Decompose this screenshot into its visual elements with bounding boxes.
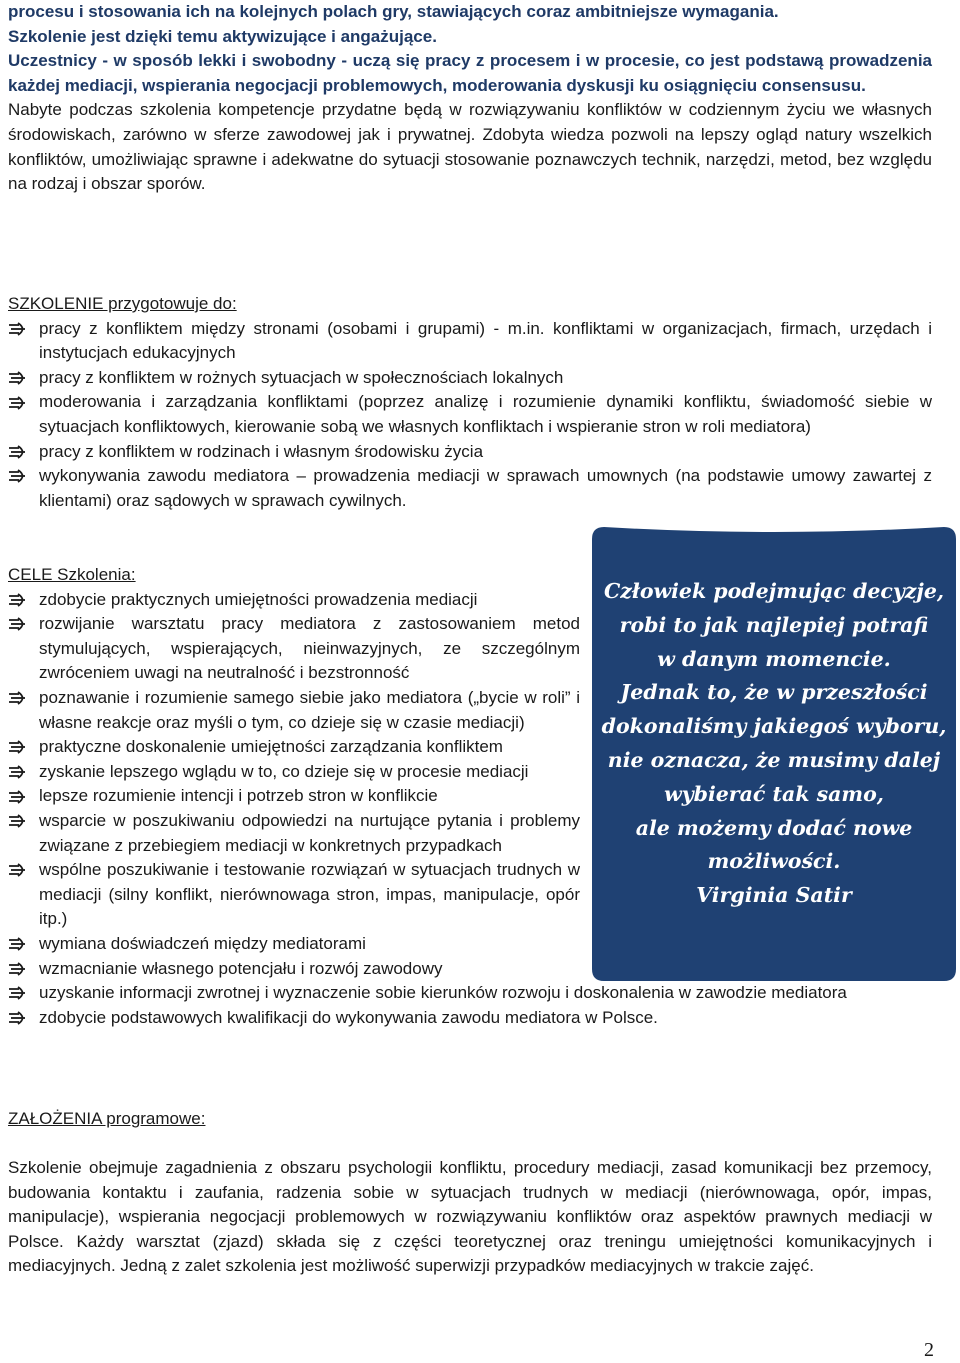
list-item <box>8 464 932 513</box>
list-item-text: lepsze rozumienie intencji i potrzeb stron w konflikcie <box>39 786 438 806</box>
arrow-bullet-icon <box>8 932 30 957</box>
arrow-bullet-icon <box>8 464 30 489</box>
arrow-bullet-icon <box>8 858 30 883</box>
zalozenia-paragraph: Szkolenie obejmuje zagadnienia z obszaru psychologii konfliktu, procedury mediacji, zasad komunikacji bez przemocy, budowania kontaktu i zaufania, radzenia sobie w sytuacjach trudnych w mediacji (nierównowaga, opór, impas, manipulacje), wspierania negocjacji problemowych w rozwiązywaniu konfliktów oraz aspektów prawnych mediacji w Polsce. Każdy warsztat (zjazd) składa się z części teoretycznej oraz treningu umiejętności komunikacyjnych i mediacyjnych. Jedną z zalet szkolenia jest możliwość superwizji przypadków mediacyjnych w trakcie zajęć. <box>8 1158 932 1276</box>
list-item-text: uzyskanie informacji zwrotnej i wyznaczenie sobie kierunków rozwoju i doskonalenia w zawodzie mediatora <box>39 983 847 1003</box>
list-item-text: rozwijanie warsztatu pracy mediatora z zastosowaniem metod stymulujących, wspierających, nieinwazyjnych, ze szczególnym zwróceniem uwagi na neutralność i bezstronność <box>39 614 580 683</box>
intro-bold-line: Szkolenie jest dzięki temu aktywizujące i angażujące. <box>8 26 437 46</box>
szkolenie-heading: SZKOLENIE przygotowuje do: <box>8 294 237 313</box>
list-item-text: zdobycie podstawowych kwalifikacji do wykonywania zawodu mediatora w Polsce. <box>39 1007 658 1027</box>
arrow-bullet-icon <box>8 588 30 613</box>
arrow-bullet-icon <box>8 809 30 834</box>
list-item <box>8 686 580 735</box>
list-item <box>8 760 580 785</box>
list-item-text: moderowania i zarządzania konfliktami (poprzez analizę i rozumienie dynamiki konfliktu, świadomość siebie w sytuacjach konfliktowych, kierowanie sobą we własnych konfliktach i wspieranie stron w roli mediatora) <box>39 392 932 436</box>
list-item <box>8 735 580 760</box>
list-item-text: pracy z konfliktem w rożnych sytuacjach w społecznościach lokalnych <box>39 367 564 387</box>
list-item <box>8 932 580 957</box>
list-item-text: pracy z konfliktem między stronami (osobami i grupami) - m.in. konfliktami w organizacjach, firmach, urzędach i instytucjach edukacyjnych <box>39 318 932 363</box>
quote-line: w danym momencie. <box>657 646 891 671</box>
list-item-text: wymiana doświadczeń między mediatorami <box>39 933 366 953</box>
quote-line: możliwości. <box>707 849 841 874</box>
arrow-bullet-icon <box>8 957 30 982</box>
list-item <box>8 981 932 1006</box>
list-item <box>8 440 932 465</box>
list-item-text: wspólne poszukiwanie i testowanie rozwiązań w sytuacjach trudnych w mediacji (silny konflikt, nierównowaga stron, impas, manipulacje, opór itp.) <box>39 860 580 929</box>
quote-line: ale możemy dodać nowe <box>635 815 913 840</box>
quote-text <box>600 575 948 913</box>
arrow-bullet-icon <box>8 317 30 342</box>
arrow-bullet-icon <box>8 735 30 760</box>
szkolenie-section <box>8 292 932 513</box>
arrow-bullet-icon <box>8 760 30 785</box>
arrow-bullet-icon <box>8 612 30 637</box>
arrow-bullet-icon <box>8 390 30 415</box>
quote-line: Człowiek podejmując decyzje, <box>603 579 945 603</box>
arrow-bullet-icon <box>8 366 30 391</box>
list-item-text: wzmacnianie własnego potencjału i rozwój zawodowy <box>39 958 443 978</box>
quote-line: dokonaliśmy jakiegoś wyboru, <box>601 714 947 739</box>
list-item <box>8 588 580 613</box>
arrow-bullet-icon <box>8 981 30 1006</box>
list-item-text: poznawanie i rozumienie samego siebie jako mediatora („bycie w roli” i własne reakcje oraz myśli o tym, co dzieje się w czasie mediacji) <box>39 687 580 732</box>
arrow-bullet-icon <box>8 440 30 465</box>
quote-line: robi to jak najlepiej potrafi <box>619 612 929 637</box>
list-item-text: wsparcie w poszukiwaniu odpowiedzi na nurtujące pytania i problemy związane z przebiegiem mediacji w konkretnych przypadkach <box>39 810 580 855</box>
list-item <box>8 1006 932 1031</box>
list-item-text: zdobycie praktycznych umiejętności prowadzenia mediacji <box>39 589 478 609</box>
quote-line: Jednak to, że w przeszłości <box>620 680 928 705</box>
szkolenie-list <box>8 317 932 514</box>
list-item-text: wykonywania zawodu mediatora – prowadzenia mediacji w sprawach umownych (na podstawie umowy zawartej z klientami) oraz sądowych w sprawach cywilnych. <box>39 466 932 510</box>
arrow-bullet-icon <box>8 1006 30 1031</box>
page-number: 2 <box>924 1339 934 1361</box>
zalozenia-body <box>8 1156 932 1279</box>
list-item <box>8 784 580 809</box>
quote-callout <box>590 525 958 983</box>
arrow-bullet-icon <box>8 686 30 711</box>
quote-line: wybierać tak samo, <box>664 781 884 806</box>
intro-bold-line: procesu i stosowania ich na kolejnych polach gry, stawiających coraz ambitniejsze wymagania. <box>8 2 779 21</box>
list-item <box>8 957 580 982</box>
quote-line: nie oznacza, że musimy dalej <box>607 747 941 772</box>
zalozenia-section <box>8 1107 932 1132</box>
list-item <box>8 390 932 439</box>
list-item-text: pracy z konfliktem w rodzinach i własnym środowisku życia <box>39 441 484 461</box>
intro-bold-block <box>8 0 932 98</box>
quote-author: Virginia Satir <box>696 883 852 908</box>
list-item <box>8 809 580 858</box>
intro-bold-line: Uczestnicy - w sposób lekki i swobodny - uczą się pracy z procesem i w procesie, co jest podstawą prowadzenia każdej mediacji, wspierania negocjacji problemowych, moderowania dyskusji ku osiągnięciu consensusu. <box>8 51 932 95</box>
list-item <box>8 612 580 686</box>
intro-paragraph: Nabyte podczas szkolenia kompetencje przydatne będą w rozwiązywaniu konfliktów w codziennym życiu we własnych środowiskach, zarówno w sferze zawodowej jak i prywatnej. Zdobyta wiedza pozwoli na lepszy ogląd natury wszelkich konfliktów, umożliwiając sprawne i adekwatne do sytuacji stosowanie poznawczych technik, narzędzi, metod, bez względu na rodzaj i obszar sporów. <box>8 100 932 194</box>
cele-heading: CELE Szkolenia: <box>8 565 136 584</box>
list-item <box>8 858 580 932</box>
list-item <box>8 317 932 366</box>
list-item <box>8 366 932 391</box>
list-item-text: praktyczne doskonalenie umiejętności zarządzania konfliktem <box>39 737 503 757</box>
arrow-bullet-icon <box>8 784 30 809</box>
zalozenia-heading: ZAŁOŻENIA programowe: <box>8 1109 206 1128</box>
list-item-text: zyskanie lepszego wglądu w to, co dzieje się w procesie mediacji <box>39 761 529 781</box>
